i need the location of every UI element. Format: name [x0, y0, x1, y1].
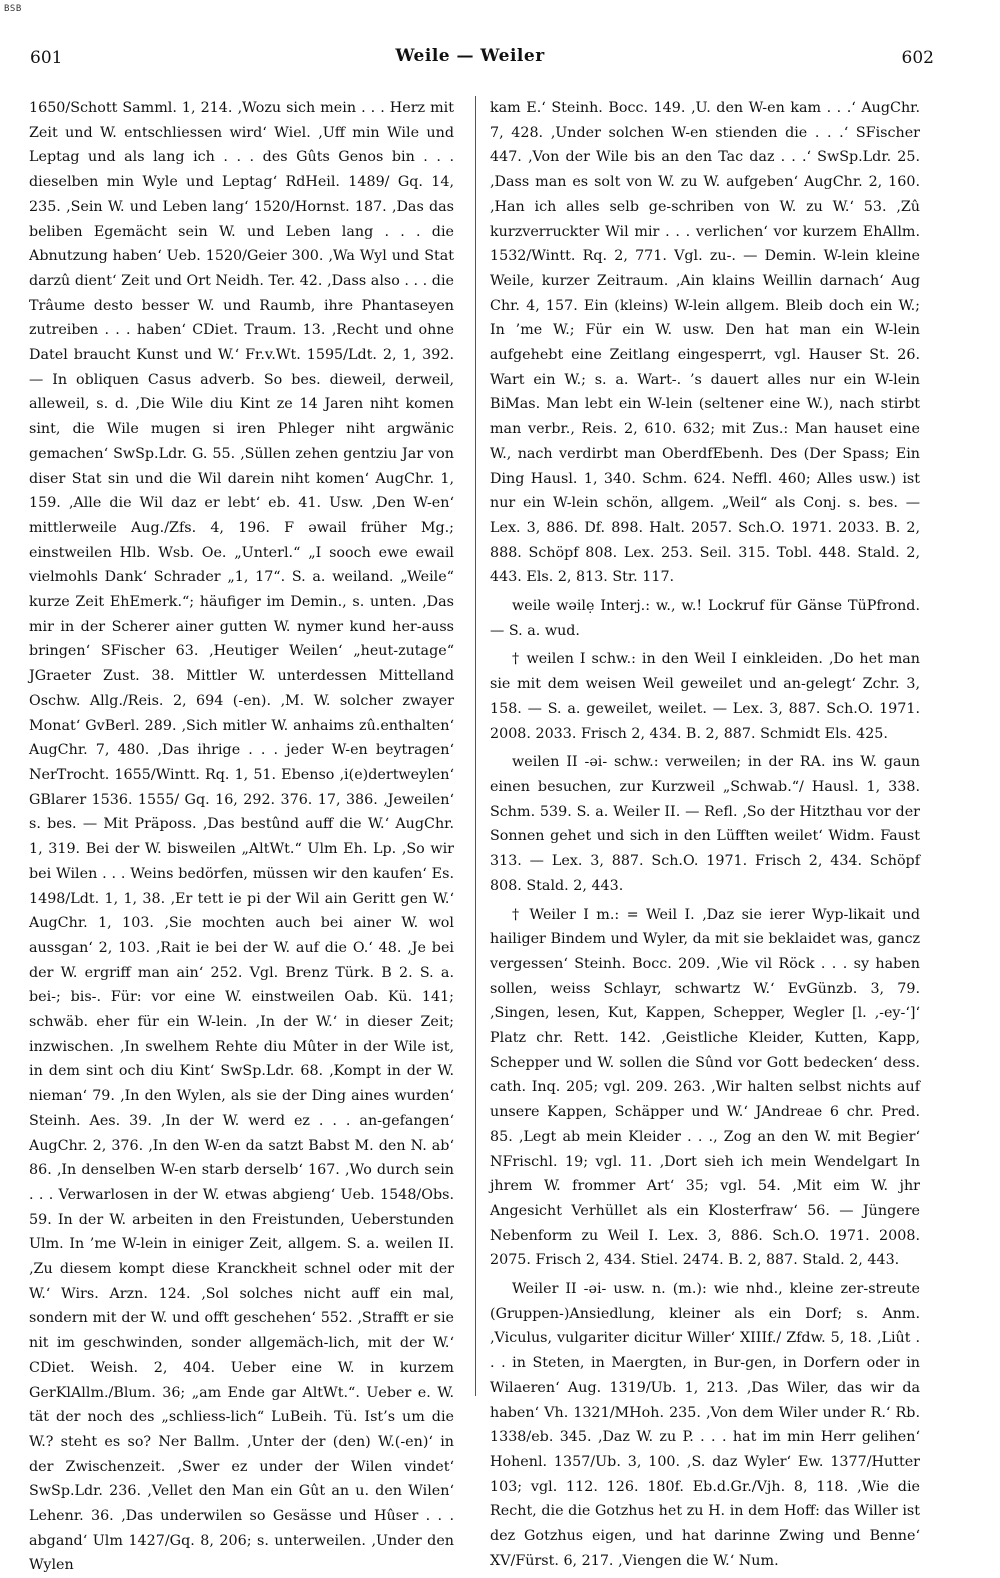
- library-stamp: BSB: [4, 4, 22, 14]
- left-column: [29, 96, 454, 1578]
- page-number-right: 602: [901, 48, 934, 68]
- page-number-left: 601: [30, 48, 63, 68]
- running-head: Weile — Weiler: [395, 46, 545, 66]
- right-column: [490, 96, 920, 1573]
- entry-weile-interj: weile wəilẹ Interj.: w., w.! Lockruf für Gänse TüPfrond. — S. a. wud.: [490, 598, 920, 639]
- left-column-text: 1650/Schott Samml. 1, 214. ‚Wozu sich mein . . . Herz mit Zeit und W. entschliessen wird‘ Wiel. ‚Uff min Wile und Leptag und als lang ich . . . des Gûts Genos bin . . . dieselben min Wyle und Leptag‘ RdHeil. 1489/ Gq. 14, 235. ‚Sein W. und Leben lang‘ 1520/Hornst. 187. ‚Das das beliben Egemächt sein W. und Leben lang . . . die Abnutzung haben‘ Ueb. 1520/Geier 300. ‚Wa Wyl und Stat darzû dient‘ Zeit und Ort Neidh. Ter. 42. ‚Dass also . . . die Trâume desto besser W. und Raumb, ihre Phantaseyen zutreiben . . . haben‘ CDiet. Traum. 13. ‚Recht und ohne Datel braucht Kunst und W.‘ Fr.v.Wt. 1595/Ldt. 2, 1, 392. — In obliquen Casus adverb. So bes. dieweil, derweil, alleweil, s. d. ‚Die Wile diu Kint ze 14 Jaren niht komen sint, die Wile mugen si iren Phleger niht argwänic gemachen‘ SwSp.Ldr. G. 55. ‚Süllen zehen gentziu Jar von diser Stat sin und die Wil darein niht komen‘ AugChr. 1, 159. ‚Alle die Wil daz er lebt‘ eb. 41. Usw. ‚Den W-en‘ mittlerweile Aug./Zfs. 4, 196. F əwail früher Mg.; einstweilen Hlb. Wsb. Oe. „Unterl.“ „I sooch ewe ewail vielmohls Dank‘ Schrader „1, 17“. S. a. weiland. „Weile“ kurze Zeit EhEmerk.“; häufiger im Demin., s. unten. ‚Das mir in der Scherer ainer gutten W. nymer kund her-auss bringen‘ SFischer 63. ‚Heutiger Weilen‘ „heut-zutage“ JGraeter Zust. 38. Mittler W. unterdessen Mittelland Oschw. Allg./Reis. 2, 694 (-en). ‚M. W. solcher zwayer Monat‘ GvBerl. 289. ‚Sich mitler W. anhaims zû.enthalten‘ AugChr. 7, 480. ‚Das ihrige . . . jeder W-en beytragen‘ NerTrocht. 1655/Wintt. Rq. 1, 51. Ebenso ‚i(e)dertweylen‘ GBlarer 1536. 1555/ Gq. 16, 292. 376. 17, 386. ‚Jeweilen‘ s. bes. — Mit Präposs. ‚Das bestûnd auff die W.‘ AugChr. 1, 319. Bei der W. bisweilen „AltWt.“ Ulm Eh. Lp. ‚So wir bei Wilen . . . Weins bedörfen, müssen wir den kaufen‘ Es. 1498/Ldt. 1, 1, 38. ‚Er tett ie pi der Wil ain Geritt gen W.‘ AugChr. 1, 103. ‚Sie mochten auch bei ainer W. wol aussgan‘ 2, 103. ‚Rait ie bei der W. auf die O.‘ 48. ‚Je bei der W. ergriff man ain‘ 252. Vgl. Brenz Türk. B 2. S. a. bei-; bis-. Für: vor eine W. einstweilen Oab. Kü. 141; schwäb. eher für ein W-lein. ‚In der W.‘ in dieser Zeit; inzwischen. ‚In swelhem Rehte diu Mûter in der Wile ist, in dem sint och diu Kint‘ SwSp.Ldr. 68. ‚Kompt in der W. nieman‘ 79. ‚In den Wylen, als sie der Ding aines wurden‘ Steinh. Aes. 39. ‚In der W. werd ez . . . an-gefangen‘ AugChr. 2, 376. ‚In den W-en da satzt Babst M. den N. ab‘ 86. ‚In denselben W-en starb derselb‘ 167. ‚Wo durch sein . . . Verwarlosen in der W. etwas abgieng‘ Ueb. 1548/Obs. 59. In der W. arbeiten in den Freistunden, Ueberstunden Ulm. In ’me W-lein in einiger Zeit, allgem. S. a. weilen II. ‚Zu diesem kompt diese Kranckheit schnel oder mit der W.‘ Wirs. Arzn. 124. ‚Sol solches nicht auff ein mal, sondern mit der W. und offt geschehen‘ 552. ‚Strafft er sie nit im geschwinden, sonder allgemäch-lich, mit der W.‘ CDiet. Weish. 2, 404. Ueber eine W. in kurzem GerKlAllm./Blum. 36; „am Ende gar AltWt.“. Ueber e. W. tät der noch des „schliess-lich“ LuBeih. Tü. Ist’s um die W.? steht es so? Ner Ballm. ‚Unter der (den) W.(-en)‘ in der Zwischenzeit. ‚Swer ez under der Wilen vindet‘ SwSp.Ldr. 236. ‚Vellet den Man ein Gût an u. den Wilen‘ Lehenr. 36. ‚Das underwilen so Gesässe und Hûser . . . abgand‘ Ulm 1427/Gq. 8, 206; s. unterweilen. ‚Under den Wylen: [29, 100, 454, 1574]
- entry-weile-continued: kam E.‘ Steinh. Bocc. 149. ‚U. den W-en kam . . .‘ AugChr. 7, 428. ‚Under solchen W-en stienden die . . .‘ SFischer 447. ‚Von der Wile bis an den Tac daz . . .‘ SwSp.Ldr. 25. ‚Dass man es solt von W. zu W. aufgeben‘ AugChr. 2, 160. ‚Han ich alles selb ge-schriben von W. zu W.‘ 53. ‚Zû kurzverruckter Wil mir . . . verlichen‘ vor kurzem EhAllm. 1532/Wintt. Rq. 2, 771. Vgl. zu-. — Demin. W-lein kleine Weile, kurzer Zeitraum. ‚Ain klains Weillin darnach‘ Aug Chr. 4, 157. Ein (kleins) W-lein allgem. Bleib doch ein W.; In ’me W.; Für ein W. usw. Den hat man ein W-lein aufgehebt eine Zeitlang eingesperrt, vgl. Hauser St. 26. Wart ein W.; s. a. Wart-. ’s dauert alles nur ein W-lein BiMas. Man lebt ein W-lein (seltener eine W.), nach stirbt man verbr., Reis. 2, 610. 632; mit Zus.: Man hauset eine W., nach verdirbt man OberdfEbenh. Des (Der Spass; Ein Ding Hausl. 1, 340. Schm. 624. Neffl. 460; Alles usw.) ist nur ein W-lein schön, allgem. „Weil“ als Conj. s. bes. — Lex. 3, 886. Df. 898. Halt. 2057. Sch.O. 1971. 2033. B. 2, 888. Schöpf 808. Lex. 253. Seil. 315. Tobl. 448. Stald. 2, 443. Els. 2, 813. Str. 117.: [490, 100, 920, 586]
- entry-weilen-i: † weilen I schw.: in den Weil I einkleiden. ‚Do het man sie mit dem weisen Weil geweilet und an-gelegt‘ Zchr. 3, 158. — S. a. geweilet, weilet. — Lex. 3, 887. Sch.O. 1971. 2008. 2033. Frisch 2, 434. B. 2, 887. Schmidt Els. 425.: [490, 651, 920, 742]
- entry-weilen-ii: weilen II -əi- schw.: verweilen; in der RA. ins W. gaun einen besuchen, zur Kurzweil „Schwab.“/ Hausl. 1, 338. Schm. 539. S. a. Weiler II. — Refl. ‚So der Hitzthau vor der Sonnen gehet und sich in den Lüfften weilet‘ Widm. Faust 313. — Lex. 3, 887. Sch.O. 1971. Frisch 2, 434. Schöpf 808. Stald. 2, 443.: [490, 754, 920, 894]
- column-divider: [475, 96, 476, 1396]
- entry-weiler-ii: Weiler II -əi- usw. n. (m.): wie nhd., kleine zer-streute (Gruppen-)Ansiedlung, kleiner als ein Dorf; s. Anm. ‚Viculus, vulgariter dicitur Willer‘ XIIIf./ Zfdw. 5, 18. ‚Liût . . . in Steten, in Maergten, in Bur-gen, in Dorfern oder in Wilaeren‘ Aug. 1319/Ub. 1, 213. ‚Das Wiler, das wir da haben‘ Vh. 1321/MHoh. 235. ‚Von dem Wiler under R.‘ Rb. 1338/eb. 345. ‚Daz W. zu P. . . . hat im min Herr gelihen‘ Hohenl. 1357/Ub. 3, 100. ‚S. daz Wyler‘ Ew. 1377/Hutter 103; vgl. 112. 126. 180f. Eb.d.Gr./Vjh. 8, 118. ‚Wie die Recht, die die Gotzhus het zu H. in dem Hoff: das Willer ist dez Gotzhus eigen, und hat darinne Zwing und Benne‘ XV/Fürst. 6, 217. ‚Viengen die W.‘ Num.: [490, 1281, 920, 1569]
- entry-weiler-i: † Weiler I m.: = Weil I. ‚Daz sie ierer Wyp-likait und hailiger Bindem und Wyler, da mit sie beklaidet was, gancz vergessen‘ Steinh. Bocc. 209. ‚Wie vil Röck . . . sy haben sollen, weiss Schlayr, schwartz W.‘ EvGünzb. 3, 79. ‚Singen, lesen, Kut, Kappen, Schepper, Wegler [l. ‚-ey-‘]‘ Platz chr. Rett. 142. ‚Geistliche Kleider, Kutten, Kapp, Schepper und W. sollen die Sûnd vor Gott bedecken‘ dess. cath. Inq. 205; vgl. 209. 263. ‚Wir halten selbst nichts auf unsere Kappen, Schäpper und W.‘ JAndreae 6 chr. Pred. 85. ‚Legt ab mein Kleider . . ., Zog an den W. mit Begier‘ NFrischl. 19; vgl. 11. ‚Dort sieh ich mein Wendelgart In jhrem W. frommer Art‘ 35; vgl. 54. ‚Mit eim W. jhr Angesicht Verhüllet als ein Klosterfraw‘ 56. — Jüngere Nebenform zu Weil I. Lex. 3, 886. Sch.O. 1971. 2008. 2075. Frisch 2, 434. Stiel. 2474. B. 2, 887. Stald. 2, 443.: [490, 906, 920, 1269]
